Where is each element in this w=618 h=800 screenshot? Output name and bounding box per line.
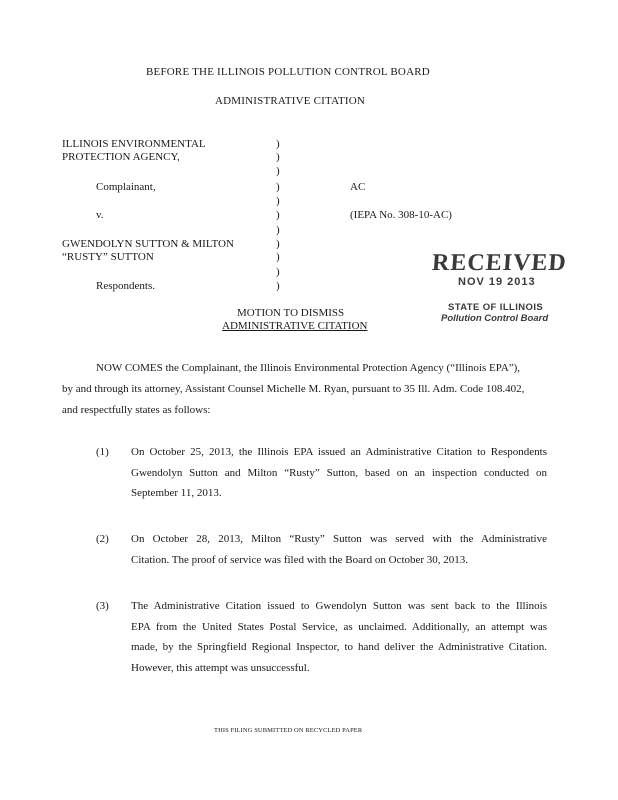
complainant-role: Complainant,	[96, 181, 156, 193]
paragraph-line: September 11, 2013.	[131, 487, 222, 499]
paren: )	[276, 151, 280, 163]
paragraph-line: Gwendolyn Sutton and Milton “Rusty” Sutton, based on an inspection conducted on	[131, 466, 547, 479]
case-ac-label: AC	[350, 181, 366, 193]
paragraph-body	[131, 529, 547, 570]
recycled-paper-footer: THIS FILING SUBMITTED ON RECYCLED PAPER	[214, 727, 363, 734]
paragraph-body	[131, 596, 547, 678]
paragraph-number: (2)	[96, 533, 109, 545]
paragraph-line: made, by the Springfield Regional Inspector, to hand deliver the Administrative Citation.	[131, 641, 547, 653]
case-iepa-number: (IEPA No. 308-10-AC)	[350, 209, 452, 221]
received-stamp-date: NOV 19 2013	[458, 276, 536, 288]
paren: )	[276, 238, 280, 250]
paragraph-body	[131, 442, 547, 504]
motion-title-line2: ADMINISTRATIVE CITATION	[222, 320, 368, 332]
paren: )	[276, 195, 280, 207]
intro-line3: and respectfully states as follows:	[62, 404, 211, 416]
intro-line1: NOW COMES the Complainant, the Illinois Environmental Protection Agency (“Illinois EPA”),	[96, 362, 521, 374]
paragraph-line: On October 28, 2013, Milton “Rusty” Sutton was served with the Administrative	[131, 533, 547, 545]
paragraph-number: (1)	[96, 446, 109, 458]
complainant-name-line1: ILLINOIS ENVIRONMENTAL	[62, 138, 206, 150]
paren: )	[276, 209, 280, 221]
document-type-heading: ADMINISTRATIVE CITATION	[215, 95, 366, 107]
paren: )	[276, 251, 280, 263]
paragraph-line: The Administrative Citation issued to Gwendolyn Sutton was sent back to the Illinois	[131, 600, 547, 612]
intro-line2: by and through its attorney, Assistant Counsel Michelle M. Ryan, pursuant to 35 Ill. Adm. Code 108.402,	[62, 383, 525, 395]
paren: )	[276, 181, 280, 193]
paragraph-number: (3)	[96, 600, 109, 612]
paragraph-line: EPA from the United States Postal Service, as unclaimed. Additionally, an attempt was	[131, 620, 547, 633]
versus-label: v.	[96, 209, 104, 221]
paren: )	[276, 280, 280, 292]
received-stamp-title: RECEIVED	[431, 250, 568, 276]
respondents-role: Respondents.	[96, 280, 155, 292]
respondents-name-line1: GWENDOLYN SUTTON & MILTON	[62, 238, 234, 250]
board-heading: BEFORE THE ILLINOIS POLLUTION CONTROL BOARD	[146, 66, 430, 78]
respondents-name-line2: “RUSTY” SUTTON	[62, 251, 154, 263]
complainant-name-line2: PROTECTION AGENCY,	[62, 151, 180, 163]
paren: )	[276, 165, 280, 177]
received-stamp-board: Pollution Control Board	[441, 313, 549, 324]
paragraph-line: Citation. The proof of service was filed with the Board on October 30, 2013.	[131, 553, 469, 566]
paragraph-line: However, this attempt was unsuccessful.	[131, 661, 310, 674]
paren: )	[276, 224, 280, 236]
paren: )	[276, 138, 280, 150]
paren: )	[276, 266, 280, 278]
paragraph-line: On October 25, 2013, the Illinois EPA issued an Administrative Citation to Respondents	[131, 446, 547, 458]
received-stamp-state: STATE OF ILLINOIS	[448, 302, 544, 313]
motion-title-line1: MOTION TO DISMISS	[237, 307, 345, 319]
